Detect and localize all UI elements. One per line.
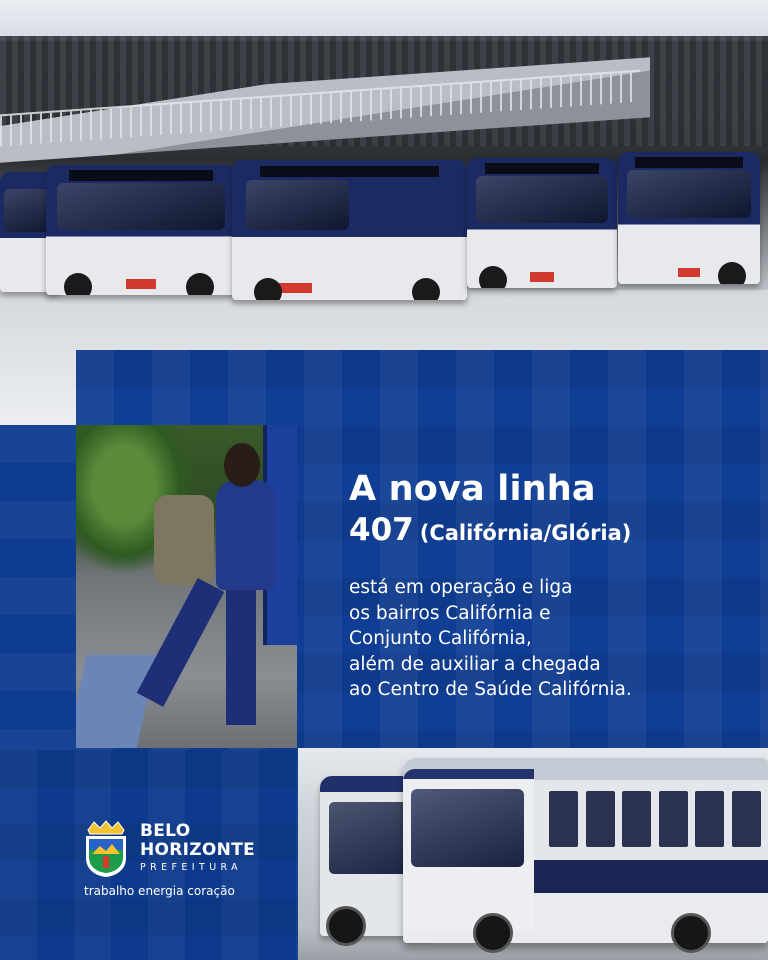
headline-line bbox=[349, 510, 749, 553]
headline-title: A nova linha bbox=[349, 469, 596, 509]
passenger-leg bbox=[137, 578, 225, 707]
backpack bbox=[154, 495, 214, 585]
logo-line-2: HORIZONTE bbox=[140, 840, 256, 860]
logo-slogan: trabalho energia coração bbox=[84, 884, 235, 898]
logo-text bbox=[140, 822, 255, 873]
body-line: ao Centro de Saúde Califórnia. bbox=[349, 679, 632, 700]
bus bbox=[46, 165, 236, 295]
city-logo bbox=[82, 818, 282, 908]
body-line: os bairros Califórnia e bbox=[349, 602, 551, 624]
logo-line-1: BELO bbox=[140, 821, 191, 841]
headline bbox=[349, 468, 749, 553]
line-number: 407 bbox=[349, 512, 414, 548]
bus bbox=[618, 152, 760, 284]
passenger-leg bbox=[226, 585, 256, 725]
line-name: (Califórnia/Glória) bbox=[419, 521, 632, 545]
body-line: além de auxiliar a chegada bbox=[349, 653, 601, 675]
logo-line-3: PREFEITURA bbox=[140, 862, 243, 873]
bus bbox=[467, 158, 617, 288]
body-text bbox=[349, 575, 749, 703]
pedestrian-legs bbox=[76, 655, 157, 748]
body-line: Conjunto Califórnia, bbox=[349, 628, 532, 649]
passenger-boarding-photo bbox=[76, 425, 297, 748]
passenger-head bbox=[224, 443, 260, 487]
buses-photo bbox=[298, 748, 768, 960]
bus bbox=[232, 160, 467, 300]
coat-of-arms-icon bbox=[82, 820, 130, 878]
bus bbox=[403, 758, 768, 943]
body-line: está em operação e liga bbox=[349, 577, 573, 598]
passenger bbox=[216, 480, 276, 590]
